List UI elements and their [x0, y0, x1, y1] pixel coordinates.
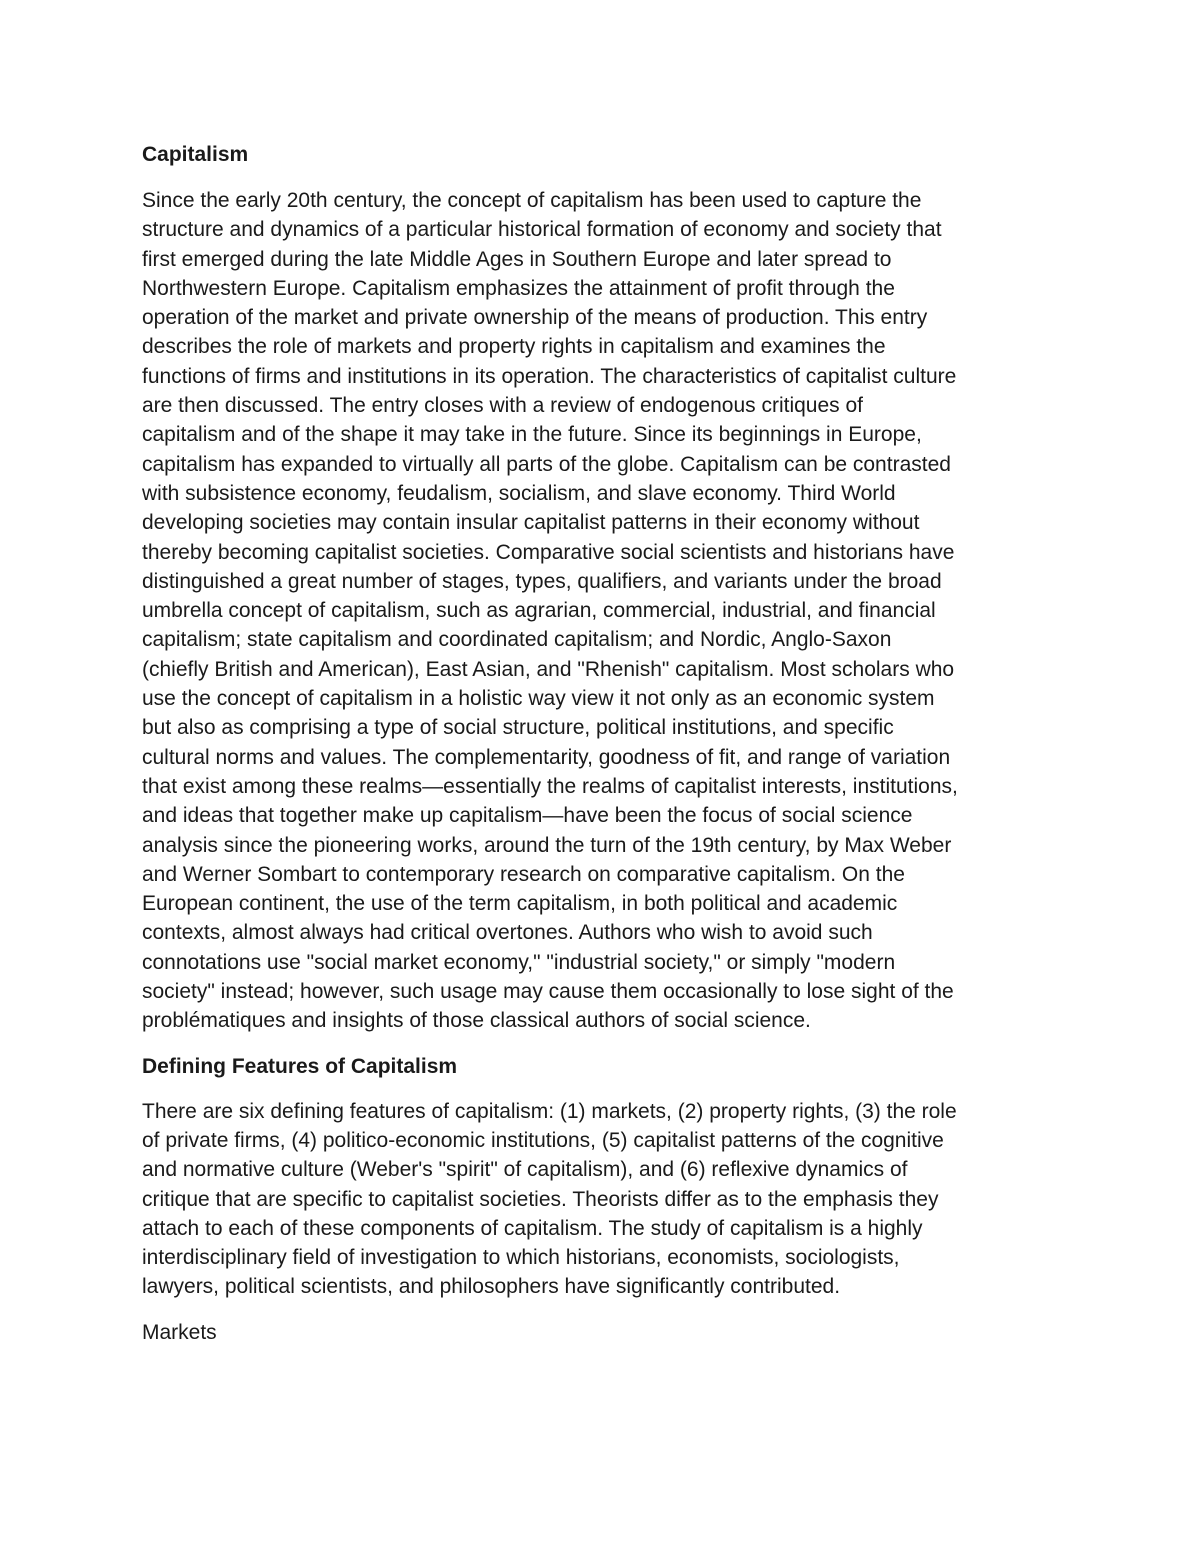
text-line: problématiques and insights of those classical authors of social science. — [142, 1009, 811, 1033]
intro-paragraph — [142, 186, 1062, 1036]
text-line: European continent, the use of the term capitalism, in both political and academic — [142, 892, 898, 916]
text-line: Northwestern Europe. Capitalism emphasizes the attainment of profit through the — [142, 276, 895, 300]
text-line: Since the early 20th century, the concept of capitalism has been used to capture the — [142, 189, 922, 212]
text-line: critique that are specific to capitalist societies. Theorists differ as to the emphasis they — [142, 1187, 939, 1211]
text-line: cultural norms and values. The complementarity, goodness of fit, and range of variation — [142, 745, 951, 769]
text-line: and ideas that together make up capitalism—have been the focus of social science — [142, 804, 913, 828]
text-line: attach to each of these components of capitalism. The study of capitalism is a highly — [142, 1216, 923, 1240]
text-line: operation of the market and private ownership of the means of production. This entry — [142, 306, 928, 330]
section-heading: Defining Features of Capitalism — [142, 1054, 458, 1078]
text-line: with subsistence economy, feudalism, socialism, and slave economy. Third World — [142, 481, 896, 505]
text-line: distinguished a great number of stages, types, qualifiers, and variants under the broad — [142, 569, 942, 593]
text-line: society" instead; however, such usage may cause them occasionally to lose sight of the — [142, 980, 954, 1004]
text-line: first emerged during the late Middle Ages in Southern Europe and later spread to — [142, 247, 892, 271]
text-line: capitalism has expanded to virtually all parts of the globe. Capitalism can be contrasted — [142, 452, 951, 476]
text-line: that exist among these realms—essentially the realms of capitalist interests, institutions, — [142, 774, 958, 798]
text-line: functions of firms and institutions in its operation. The characteristics of capitalist culture — [142, 364, 957, 388]
text-line: (chiefly British and American), East Asian, and "Rhenish" capitalism. Most scholars who — [142, 657, 955, 681]
text-line: lawyers, political scientists, and philosophers have significantly contributed. — [142, 1275, 841, 1299]
text-line: analysis since the pioneering works, around the turn of the 19th century, by Max Weber — [142, 833, 952, 857]
text-line: use the concept of capitalism in a holistic way view it not only as an economic system — [142, 687, 935, 711]
text-line: interdisciplinary field of investigation to which historians, economists, sociologists, — [142, 1246, 900, 1270]
markets-heading: Markets — [142, 1320, 217, 1344]
text-line: describes the role of markets and property rights in capitalism and examines the — [142, 335, 886, 359]
text-line: and Werner Sombart to contemporary research on comparative capitalism. On the — [142, 862, 905, 886]
text-line: of private firms, (4) politico-economic institutions, (5) capitalist patterns of the cognitive — [142, 1128, 944, 1152]
text-line: capitalism; state capitalism and coordinated capitalism; and Nordic, Anglo-Saxon — [142, 628, 892, 652]
text-line: connotations use "social market economy," "industrial society," or simply "modern — [142, 950, 896, 974]
text-line: There are six defining features of capitalism: (1) markets, (2) property rights, (3) the role — [142, 1099, 957, 1123]
text-line: thereby becoming capitalist societies. Comparative social scientists and historians have — [142, 540, 955, 564]
text-line: umbrella concept of capitalism, such as agrarian, commercial, industrial, and financial — [142, 599, 936, 623]
text-line: developing societies may contain insular capitalist patterns in their economy without — [142, 511, 920, 535]
text-line: structure and dynamics of a particular historical formation of economy and society that — [142, 218, 942, 242]
document-page — [142, 140, 1062, 1363]
document-title: Capitalism — [142, 143, 249, 166]
features-paragraph — [142, 1097, 1062, 1302]
text-line: are then discussed. The entry closes with a review of endogenous critiques of — [142, 394, 864, 418]
text-line: capitalism and of the shape it may take in the future. Since its beginnings in Europe, — [142, 423, 922, 447]
text-line: but also as comprising a type of social structure, political institutions, and specific — [142, 716, 894, 740]
text-line: and normative culture (Weber's "spirit" of capitalism), and (6) reflexive dynamics of — [142, 1158, 908, 1182]
text-line: contexts, almost always had critical overtones. Authors who wish to avoid such — [142, 921, 873, 945]
